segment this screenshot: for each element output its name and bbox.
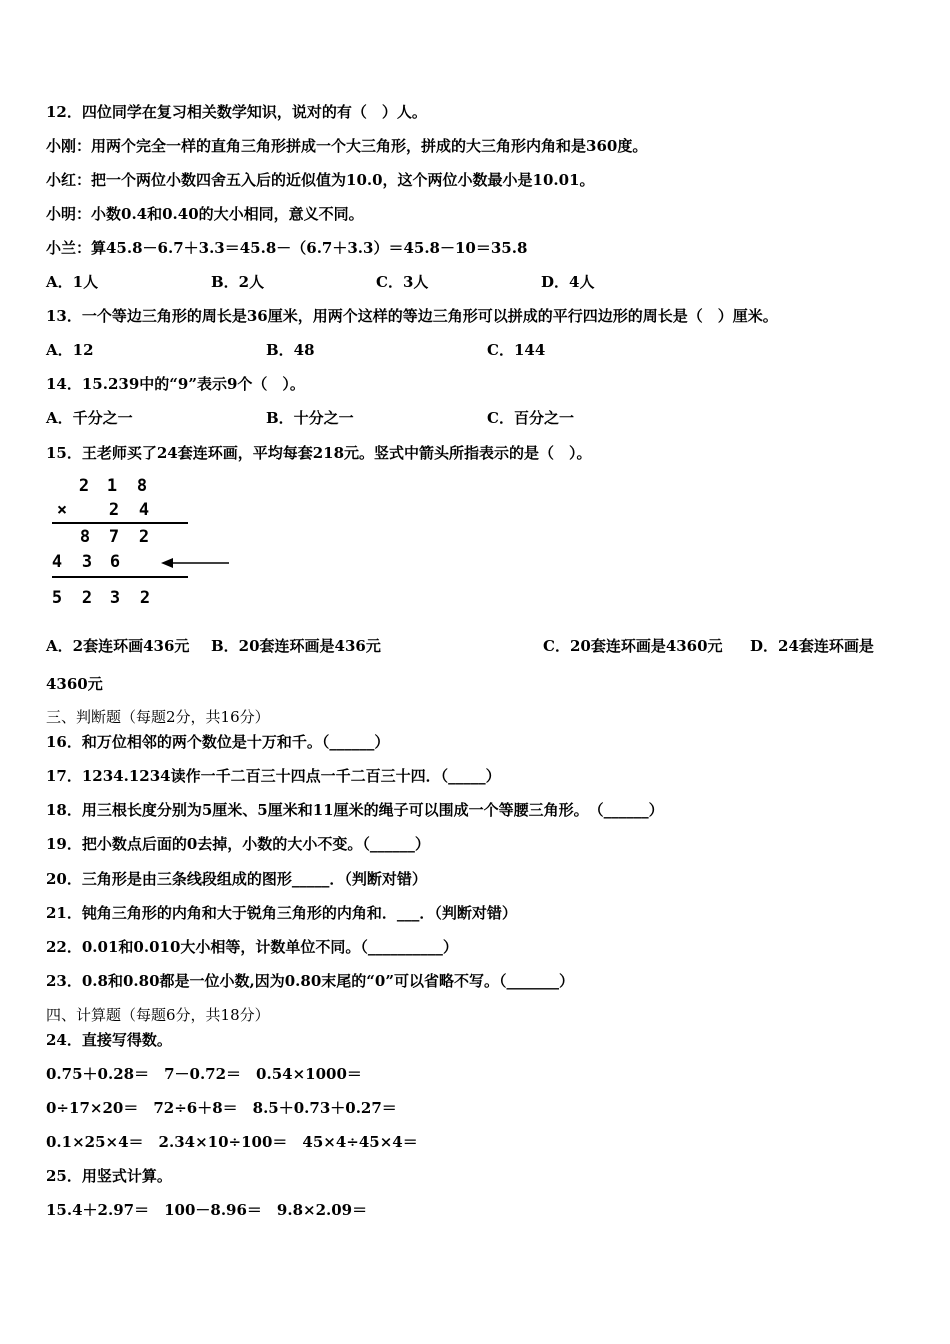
digit: 3 [81,552,93,572]
q19: 19．把小数点后面的0去掉，小数的大小不变。（______） [46,835,430,853]
vertical-rule-2 [52,576,188,578]
q17: 17．1234.1234读作一千二百三十四点一千二百三十四．（_____） [46,767,501,785]
digit: 3 [109,588,121,608]
q15-option-c: C．20套连环画是4360元 [543,637,723,655]
q24-stem: 24．直接写得数。 [46,1031,172,1049]
q14-option-a: A．千分之一 [46,409,133,427]
q23: 23．0.8和0.80都是一位小数,因为0.80末尾的“0”可以省略不写。（_______） [46,972,574,990]
q13-stem: 13．一个等边三角形的周长是36厘米，用两个这样的等边三角形可以拼成的平行四边形的周长是（ ）厘米。 [46,307,778,325]
q12-statement-1: 小刚：用两个完全一样的直角三角形拼成一个大三角形，拼成的大三角形内角和是360度。 [46,137,648,155]
section-4-heading: 四、计算题（每题6分，共18分） [46,1006,270,1024]
q25-row-1: 15.4＋2.97＝ 100－8.96＝ 9.8×2.09＝ [46,1201,368,1219]
q12-statement-2: 小红：把一个两位小数四舍五入后的近似值为10.0，这个两位小数最小是10.01。 [46,171,595,189]
q15-option-d-continued: 4360元 [46,675,103,693]
q15-options [46,636,906,656]
digit: 5 [51,588,63,608]
q20: 20．三角形是由三条线段组成的图形_____．（判断对错） [46,870,427,888]
q24-row-3: 0.1×25×4＝ 2.34×10÷100＝ 45×4÷45×4＝ [46,1133,418,1151]
times-sign: × [56,500,68,520]
q15-option-a: A．2套连环画436元 [46,637,190,655]
digit: 2 [78,476,90,496]
vertical-row-multiplier [46,500,246,522]
q22: 22．0.01和0.010大小相等，计数单位不同。（__________） [46,938,458,956]
q24-row-1: 0.75＋0.28＝ 7－0.72＝ 0.54×1000＝ [46,1065,362,1083]
arrow-icon [161,556,231,570]
q15-option-b: B．20套连环画是436元 [211,637,381,655]
digit: 6 [109,552,121,572]
q12-option-c: C．3人 [376,273,429,291]
vertical-multiplication [46,476,246,616]
q14-options [46,408,906,428]
q12-statement-4: 小兰：算45.8－6.7＋3.3＝45.8－（6.7＋3.3）＝45.8－10＝35.8 [46,239,528,257]
q15-option-d: D．24套连环画是 [750,637,874,655]
digit: 4 [138,500,150,520]
q13-option-a: A．12 [46,341,94,359]
q16: 16．和万位相邻的两个数位是十万和千。（______） [46,733,390,751]
vertical-row-product [46,588,246,610]
q12-options [46,272,906,292]
q13-option-c: C．144 [487,341,546,359]
q14-stem: 14．15.239中的“9”表示9个（ ）。 [46,375,305,393]
q24-row-2: 0÷17×20＝ 72÷6＋8＝ 8.5＋0.73＋0.27＝ [46,1099,397,1117]
q15-stem: 15．王老师买了24套连环画，平均每套218元。竖式中箭头所指表示的是（ ）。 [46,444,592,462]
q12-option-b: B．2人 [211,273,265,291]
digit: 8 [136,476,148,496]
digit: 7 [108,527,120,547]
q12-option-a: A．1人 [46,273,99,291]
digit: 4 [51,552,63,572]
q21: 21．钝角三角形的内角和大于锐角三角形的内角和．___．（判断对错） [46,904,517,922]
q13-options [46,340,906,360]
vertical-row-multiplicand [46,476,246,498]
digit: 1 [106,476,118,496]
vertical-rule-1 [52,522,188,524]
digit: 2 [139,588,151,608]
digit: 2 [108,500,120,520]
digit: 2 [81,588,93,608]
q18: 18．用三根长度分别为5厘米、5厘米和11厘米的绳子可以围成一个等腰三角形。 （______） [46,801,664,819]
digit: 2 [138,527,150,547]
section-3-heading: 三、判断题（每题2分，共16分） [46,708,270,726]
q13-option-b: B．48 [266,341,315,359]
q25-stem: 25．用竖式计算。 [46,1167,172,1185]
q14-option-b: B．十分之一 [266,409,354,427]
digit: 8 [79,527,91,547]
q12-statement-3: 小明：小数0.4和0.40的大小相同，意义不同。 [46,205,364,223]
q12-option-d: D．4人 [541,273,595,291]
q14-option-c: C．百分之一 [487,409,574,427]
q12-stem: 12．四位同学在复习相关数学知识，说对的有（ ）人。 [46,103,427,121]
vertical-row-partial-1 [46,527,246,549]
